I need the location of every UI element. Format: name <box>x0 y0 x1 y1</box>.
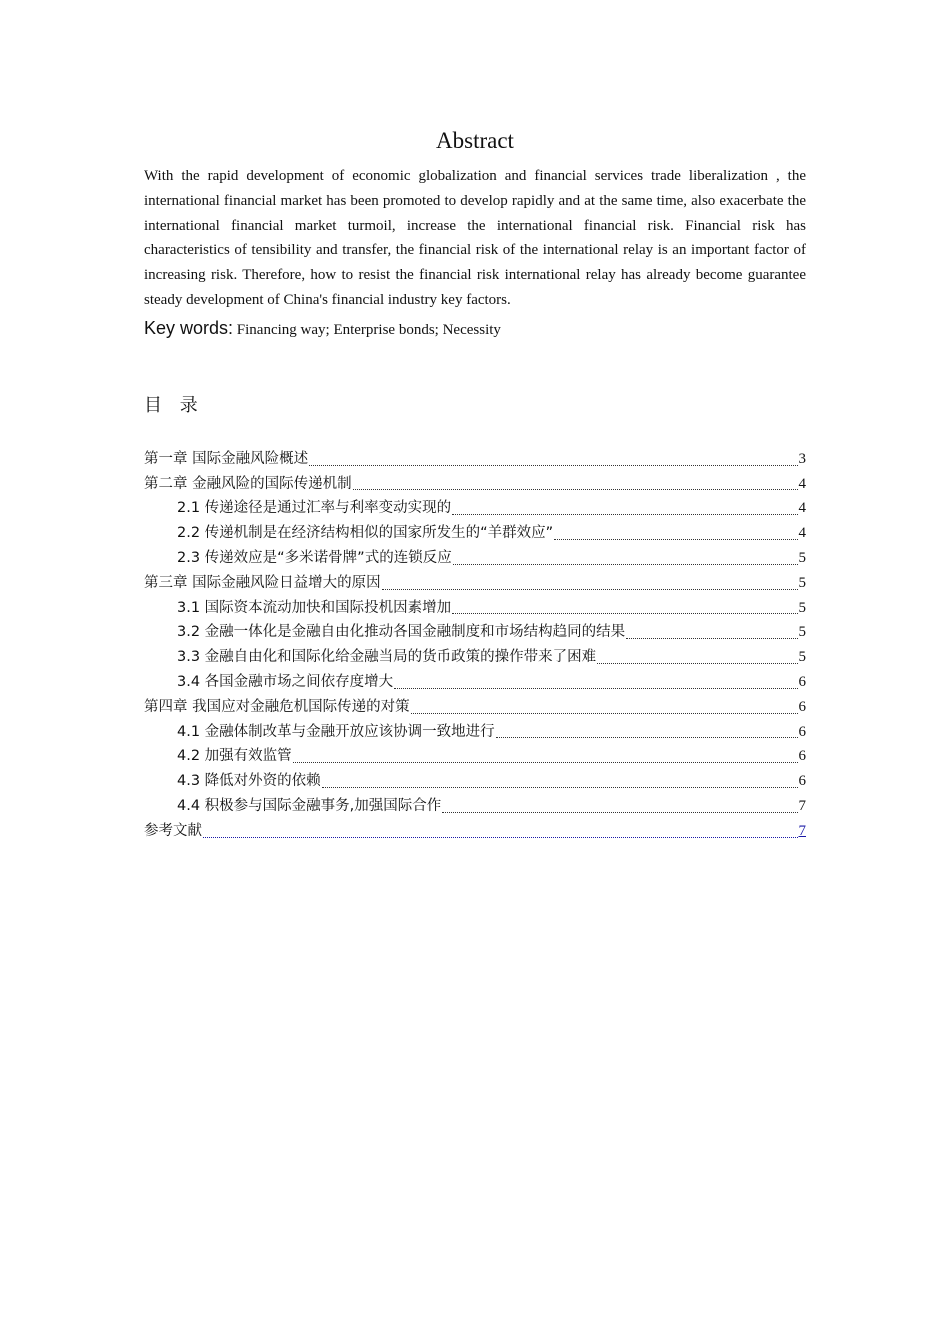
toc-entry[interactable] <box>144 695 806 720</box>
toc-entry-page-number: 4 <box>798 500 806 517</box>
toc-entry-page-number: 6 <box>798 673 806 690</box>
toc-entry-page-number: 5 <box>798 649 806 666</box>
toc-entry-text: 3.2 金融一体化是金融自由化推动各国金融制度和市场结构趋同的结果 <box>177 624 626 641</box>
toc-entry[interactable] <box>144 645 806 670</box>
toc-entry-text: 3.1 国际资本流动加快和国际投机因素增加 <box>177 599 452 616</box>
toc-entry-text: 第一章 国际金融风险概述 <box>144 450 309 467</box>
toc-entry[interactable] <box>144 521 806 546</box>
toc-entry[interactable] <box>144 620 806 645</box>
toc-entry[interactable] <box>144 720 806 745</box>
toc-leader-dots <box>322 787 798 788</box>
toc-entry-text: 第二章 金融风险的国际传递机制 <box>144 475 352 492</box>
toc-entry-text: 4.1 金融体制改革与金融开放应该协调一致地进行 <box>177 723 495 740</box>
toc-leader-dots <box>597 663 797 664</box>
toc-entry-text: 第四章 我国应对金融危机国际传递的对策 <box>144 698 410 715</box>
abstract-title: Abstract <box>436 128 514 153</box>
toc-leader-dots <box>411 713 798 714</box>
toc-entry-page-number: 3 <box>798 450 806 467</box>
toc-title: 目 录 <box>144 394 204 416</box>
toc-entry[interactable] <box>144 744 806 769</box>
toc-entry[interactable] <box>144 596 806 621</box>
keywords-label: Key words: <box>144 317 234 338</box>
keywords-line <box>144 315 806 343</box>
toc-entry-page-number: 5 <box>798 574 806 591</box>
toc-entry[interactable] <box>144 546 806 571</box>
toc-entry-page-number: 6 <box>798 773 806 790</box>
toc-leader-dots <box>382 589 798 590</box>
abstract-body: With the rapid development of economic globalization and financial services trade liberalization , the international financial market has been promoted to develop rapidly and at the same time, also exacerbate the international financial market turmoil, increase the international financial risk. Financial risk has characteristics of tensibility and transfer, the financial risk of the international relay is an important factor of increasing risk. Therefore, how to resist the financial risk international relay has already become guarantee steady development of China's financial industry key factors. <box>144 168 806 308</box>
toc-entry[interactable] <box>144 447 806 472</box>
page-content <box>144 126 806 844</box>
toc-leader-dots <box>452 613 797 614</box>
toc-leader-dots <box>626 638 797 639</box>
toc-entry-text: 2.1 传递途径是通过汇率与利率变动实现的 <box>177 500 452 517</box>
toc-entry-page-number: 6 <box>798 748 806 765</box>
toc-entry-text: 4.2 加强有效监管 <box>177 748 292 765</box>
toc-leader-dots <box>452 514 797 515</box>
toc-leader-dots <box>309 465 797 466</box>
toc-entry-text: 参考文献 <box>144 822 202 839</box>
toc-leader-dots <box>496 737 798 738</box>
toc-entry-text: 2.2 传递机制是在经济结构相似的国家所发生的“羊群效应” <box>177 525 554 542</box>
toc-entry[interactable] <box>144 794 806 819</box>
toc-entry[interactable] <box>144 769 806 794</box>
toc-entry-page-number: 6 <box>798 723 806 740</box>
toc-entry-text: 2.3 传递效应是“多米诺骨牌”式的连锁反应 <box>177 549 452 566</box>
keywords-value: Financing way; Enterprise bonds; Necessity <box>233 321 501 338</box>
toc-entry-text: 3.3 金融自由化和国际化给金融当局的货币政策的操作带来了困难 <box>177 649 597 666</box>
toc-leader-dots <box>203 837 798 838</box>
toc-entry-page-number: 6 <box>798 698 806 715</box>
toc-entry[interactable] <box>144 496 806 521</box>
toc-leader-dots <box>394 688 797 689</box>
toc-entry-text: 4.4 积极参与国际金融事务,加强国际合作 <box>177 797 442 814</box>
toc-entry[interactable] <box>144 670 806 695</box>
toc-leader-dots <box>453 564 798 565</box>
table-of-contents <box>144 447 806 844</box>
toc-entry-text: 4.3 降低对外资的依赖 <box>177 773 321 790</box>
toc-leader-dots <box>442 812 797 813</box>
toc-entry-page-number: 4 <box>798 475 806 492</box>
toc-entry-page-number: 7 <box>798 822 806 839</box>
toc-leader-dots <box>293 762 798 763</box>
toc-entry[interactable] <box>144 472 806 497</box>
toc-entry[interactable] <box>144 571 806 596</box>
toc-entry-text: 3.4 各国金融市场之间依存度增大 <box>177 673 394 690</box>
toc-leader-dots <box>353 489 798 490</box>
toc-entry-text: 第三章 国际金融风险日益增大的原因 <box>144 574 381 591</box>
toc-entry-page-number: 4 <box>798 525 806 542</box>
toc-entry-page-number: 5 <box>798 599 806 616</box>
toc-entry-references-link[interactable] <box>144 819 806 844</box>
toc-entry-page-number: 7 <box>798 797 806 814</box>
toc-entry-page-number: 5 <box>798 624 806 641</box>
toc-leader-dots <box>554 539 797 540</box>
toc-entry-page-number: 5 <box>798 549 806 566</box>
